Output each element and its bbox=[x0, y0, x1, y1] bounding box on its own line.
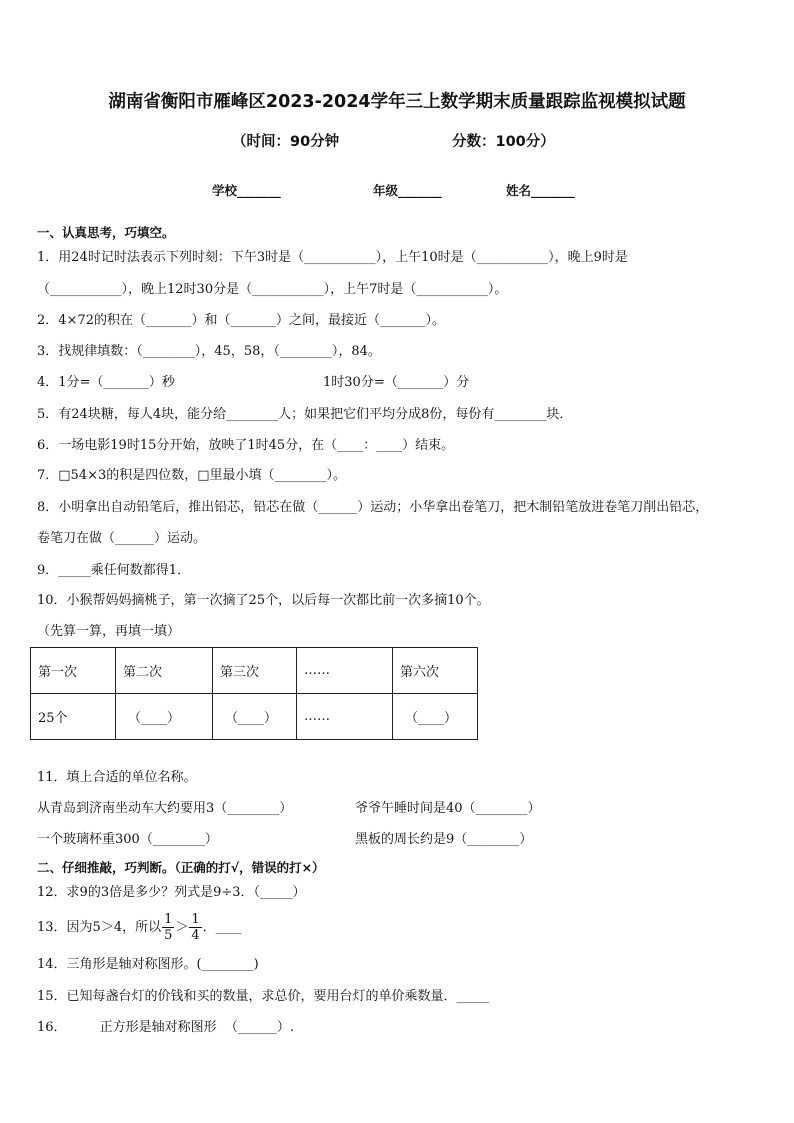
fraction-one-fifth bbox=[162, 912, 174, 943]
question-16: 16． 正方形是轴对称图形 （______）. bbox=[37, 1020, 294, 1035]
question-13 bbox=[37, 910, 242, 946]
table-header-cell: …… bbox=[297, 648, 393, 694]
question-14: 14．三角形是轴对称图形。(________) bbox=[37, 957, 259, 972]
question-11-d: 黑板的周长约是9（________） bbox=[355, 832, 533, 847]
question-11-a: 从青岛到济南坐动车大约要用3（________） bbox=[37, 801, 293, 816]
table-header-cell: 第三次 bbox=[213, 648, 297, 694]
question-4-part-b: 1时30分=（_______）分 bbox=[323, 375, 470, 390]
table-row bbox=[31, 648, 478, 694]
question-2: 2．4×72的积在（_______）和（_______）之间，最接近（_______）。 bbox=[37, 313, 445, 328]
question-13-suffix: ．____ bbox=[202, 920, 242, 935]
question-11-c: 一个玻璃杯重300（________） bbox=[37, 832, 218, 847]
question-6: 6．一场电影19时15分开始，放映了1时45分，在（____：____）结束。 bbox=[37, 438, 455, 453]
question-9: 9．_____乘任何数都得1． bbox=[37, 563, 191, 578]
question-8-line-1: 8．小明拿出自动铅笔后，推出铅芯，铅芯在做（______）运动；小华拿出卷笔刀，把木制铅笔放进卷笔刀削出铅芯， bbox=[37, 500, 709, 515]
question-4-part-a: 4．1分=（_______）秒 bbox=[37, 375, 175, 390]
question-1-line-2: （___________），晚上12时30分是（___________），上午7时是（___________）。 bbox=[37, 282, 508, 297]
table-header-cell: 第六次 bbox=[393, 648, 478, 694]
question-11-b: 爷爷午睡时间是40（________） bbox=[355, 801, 541, 816]
table-row bbox=[31, 694, 478, 740]
table-cell[interactable]: （____） bbox=[213, 694, 297, 740]
section-1-heading: 一、认真思考，巧填空。 bbox=[37, 225, 175, 240]
grade-field[interactable]: 年级_______ bbox=[373, 183, 442, 198]
question-13-prefix: 13．因为5＞4，所以 bbox=[37, 920, 162, 935]
question-11: 11．填上合适的单位名称。 bbox=[37, 770, 197, 785]
fraction-denominator: 5 bbox=[164, 928, 173, 943]
exam-time: （时间：90分钟 bbox=[232, 134, 340, 150]
peach-table bbox=[30, 647, 478, 740]
fraction-numerator: 1 bbox=[164, 912, 173, 927]
page-title: 湖南省衡阳市雁峰区2023-2024学年三上数学期末质量跟踪监视模拟试题 bbox=[108, 92, 686, 112]
question-5: 5．有24块糖，每人4块，能分给________人；如果把它们平均分成8份，每份有________块． bbox=[37, 407, 573, 422]
question-10: 10．小猴帮妈妈摘桃子，第一次摘了25个，以后每一次都比前一次多摘10个。 bbox=[37, 593, 490, 608]
question-8-line-2: 卷笔刀在做（______）运动。 bbox=[37, 531, 207, 546]
fraction-numerator: 1 bbox=[191, 912, 200, 927]
school-field[interactable]: 学校_______ bbox=[212, 183, 281, 198]
table-header-cell: 第二次 bbox=[116, 648, 213, 694]
table-cell: …… bbox=[297, 694, 393, 740]
question-7: 7．□54×3的积是四位数，□里最小填（________）。 bbox=[37, 468, 347, 483]
question-15: 15．已知每盏台灯的价钱和买的数量，求总价，要用台灯的单价乘数量．_____ bbox=[37, 989, 490, 1004]
question-3: 3．找规律填数：（________），45，58，（________），84。 bbox=[37, 344, 381, 359]
question-12: 12．求9的3倍是多少？列式是9÷3．（_____） bbox=[37, 885, 306, 900]
question-1-line-1: 1．用24时记时法表示下列时刻：下午3时是（___________），上午10时是（___________），晚上9时是 bbox=[37, 250, 628, 265]
table-cell[interactable]: （____） bbox=[116, 694, 213, 740]
table-header-cell: 第一次 bbox=[31, 648, 116, 694]
name-field[interactable]: 姓名_______ bbox=[506, 183, 575, 198]
fraction-one-fourth bbox=[189, 912, 201, 943]
exam-score: 分数：100分） bbox=[452, 134, 555, 150]
question-10-note: （先算一算，再填一填） bbox=[37, 624, 181, 639]
fraction-denominator: 4 bbox=[191, 928, 200, 943]
section-2-heading: 二、仔细推敲，巧判断。（正确的打√，错误的打×） bbox=[37, 860, 325, 875]
table-cell: 25个 bbox=[31, 694, 116, 740]
table-cell[interactable]: （____） bbox=[393, 694, 478, 740]
greater-than-sign: ＞ bbox=[175, 920, 189, 935]
